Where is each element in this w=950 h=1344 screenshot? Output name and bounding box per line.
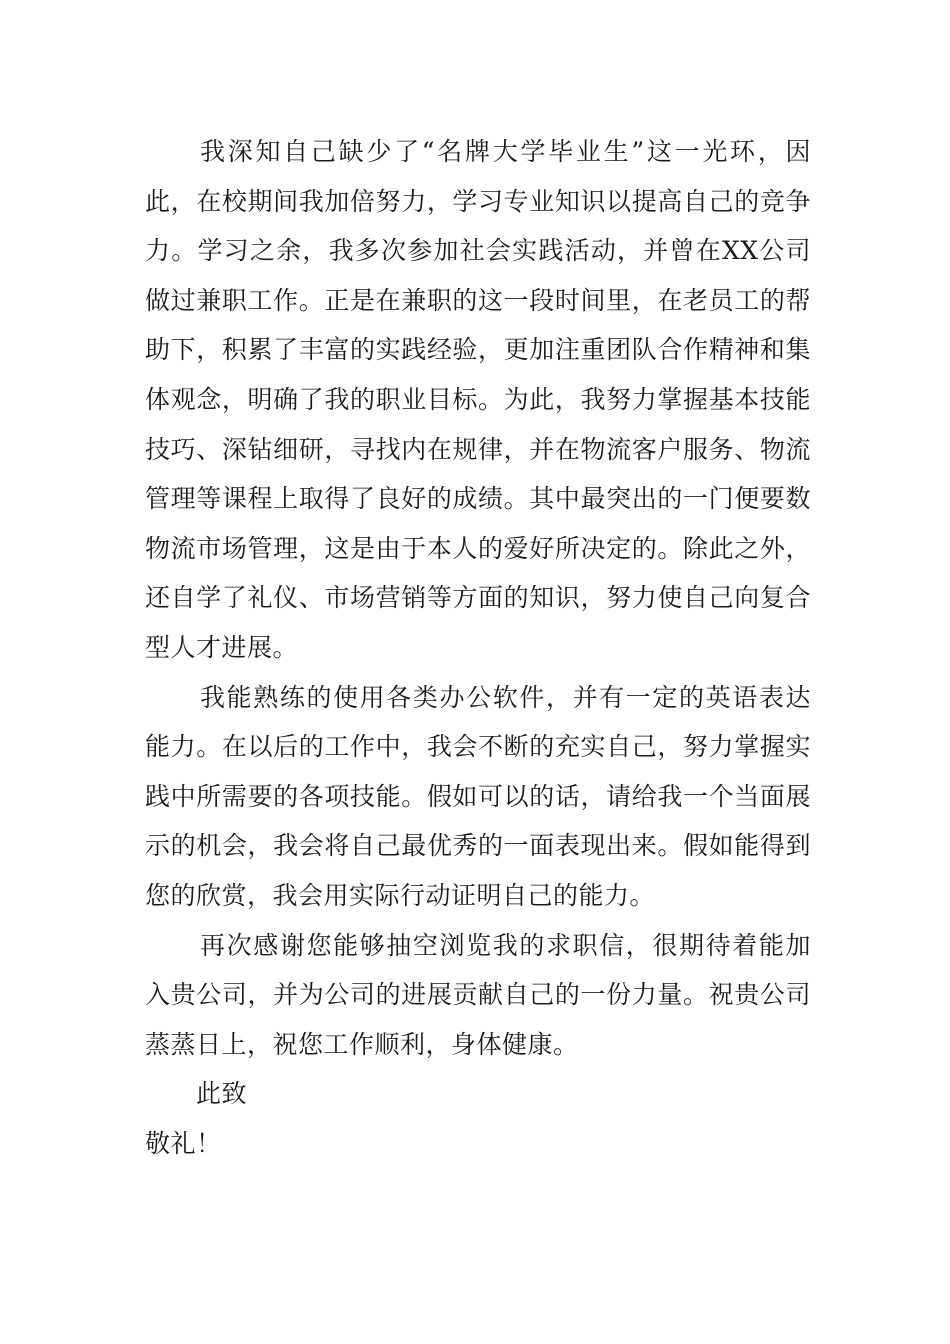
paragraph-1: 我深知自己缺少了“名牌大学毕业生”这一光环，因此，在校期间我加倍努力，学习专业知识以提高自己的竞争力。学习之余，我多次参加社会实践活动，并曾在XX公司做过兼职工作。正是在兼职的这一段时间里，在老员工的帮助下，积累了丰富的实践经验，更加注重团队合作精神和集体观念，明确了我的职业目标。为此，我努力掌握基本技能技巧、深钻细研，寻找内在规律，并在物流客户服务、物流管理等课程上取得了良好的成绩。其中最突出的一门便要数物流市场管理，这是由于本人的爱好所决定的。除此之外，还自学了礼仪、市场营销等方面的知识，努力使自己向复合型人才进展。 (145, 137, 811, 662)
paragraph-3: 再次感谢您能够抽空浏览我的求职信，很期待着能加入贵公司，并为公司的进展贡献自己的一份力量。祝贵公司蒸蒸日上，祝您工作顺利，身体健康。 (145, 930, 811, 1059)
letter-body (145, 127, 811, 1168)
closing-phrase: 此致 (196, 1079, 248, 1109)
salutation: 敬礼！ (145, 1128, 222, 1158)
paragraph-2: 我能熟练的使用各类办公软件，并有一定的英语表达能力。在以后的工作中，我会不断的充实自己，努力掌握实践中所需要的各项技能。假如可以的话，请给我一个当面展示的机会，我会将自己最优秀的一面表现出来。假如能得到您的欣赏，我会用实际行动证明自己的能力。 (145, 682, 811, 910)
